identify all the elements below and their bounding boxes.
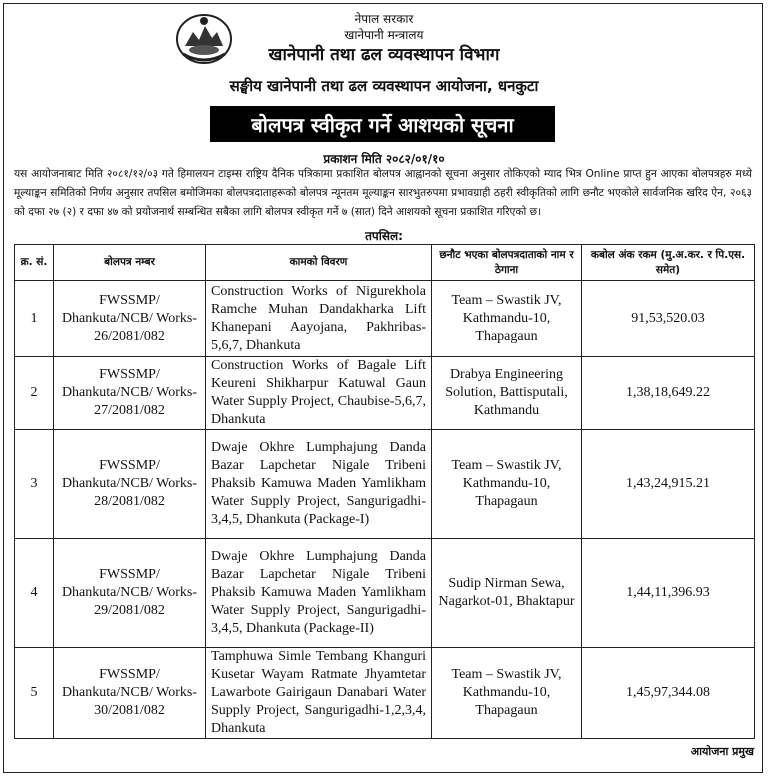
table-header-row bbox=[15, 245, 755, 281]
cell-bidder: Team – Swastik JV, Kathmandu-10, Thapagaun bbox=[432, 281, 582, 357]
cell-bid-no: FWSSMP/ Dhankuta/NCB/ Works-28/2081/082 bbox=[54, 430, 206, 539]
notice-title: बोलपत्र स्वीकृत गर्ने आशयको सूचना bbox=[210, 106, 555, 142]
cell-sn: 3 bbox=[15, 430, 54, 539]
col-header-work: कामको विवरण bbox=[206, 245, 432, 281]
cell-work: Dwaje Okhre Lumphajung Danda Bazar Lapchetar Nigale Tribeni Phaksib Kamuwa Maden Yamlikham Water Supply Project, Sangurigadhi-3,4,5, Dhankuta (Package-I) bbox=[206, 430, 432, 539]
cell-bid-no: FWSSMP/ Dhankuta/NCB/ Works-30/2081/082 bbox=[54, 648, 206, 739]
cell-bidder: Team – Swastik JV, Kathmandu-10, Thapagaun bbox=[432, 430, 582, 539]
table-row bbox=[15, 539, 755, 648]
government-name: नेपाल सरकार bbox=[354, 12, 414, 26]
cell-sn: 4 bbox=[15, 539, 54, 648]
project-name: सङ्घीय खानेपानी तथा ढल व्यवस्थापन आयोजना, धनकुटा bbox=[229, 77, 539, 95]
table-row bbox=[15, 430, 755, 539]
signatory-title: आयोजना प्रमुख bbox=[690, 745, 754, 758]
cell-amount: 1,45,97,344.08 bbox=[582, 648, 755, 739]
cell-work: Tamphuwa Simle Tembang Khanguri Kusetar Wayam Ratmate Jhyamtetar Lawarbote Gairigaun Danabari Water Supply Project, Sangurigadhi-1,2,3,4, Dhankuta bbox=[206, 648, 432, 739]
publication-date: प्रकाशन मिति २०८२/०१/१० bbox=[323, 152, 445, 166]
cell-bid-no: FWSSMP/ Dhankuta/NCB/ Works-27/2081/082 bbox=[54, 357, 206, 430]
notice-body: यस आयोजनाबाट मिति २०८१/१२/०३ गते हिमालयन टाइम्स राष्ट्रिय दैनिक पत्रिकामा प्रकाशित बोलपत्र आह्वानको सूचना अनुसार तोकिएको म्याद भित्र Online प्राप्त हुन आएका बोलपत्रहरु मध्ये मूल्याङ्कन समितिको निर्णय अनुसार तपसिल बमोजिमका बोलपत्रदाताहरूको बोलपत्र न्यूनतम मूल्याङ्कन सारभुतरुपमा प्रभावग्राही ठहरी स्वीकृतिको लागि छनौट भएकोले सार्वजनिक खरिद ऐन, २०६३ को दफा २७ (२) र दफा ४७ को प्रयोजनार्थ सम्बन्धित सबैका लागि बोलपत्र स्वीकृत गर्ने ७ (सात) दिने आशयको सूचना प्रकाशित गरिएको छ। bbox=[14, 168, 752, 218]
schedule-label: तपसिल: bbox=[365, 229, 403, 243]
cell-work: Construction Works of Bagale Lift Keureni Shikharpur Katuwal Gaun Water Supply Project, Chaubise-5,6,7, Dhankuta bbox=[206, 357, 432, 430]
award-table bbox=[14, 244, 755, 739]
cell-bidder: Team – Swastik JV, Kathmandu-10, Thapagaun bbox=[432, 648, 582, 739]
col-header-bid-no: बोलपत्र नम्बर bbox=[54, 245, 206, 281]
table-row bbox=[15, 281, 755, 357]
cell-sn: 2 bbox=[15, 357, 54, 430]
cell-bidder: Drabya Engineering Solution, Battisputali, Kathmandu bbox=[432, 357, 582, 430]
cell-amount: 1,44,11,396.93 bbox=[582, 539, 755, 648]
cell-work: Dwaje Okhre Lumphajung Danda Bazar Lapchetar Nigale Tribeni Phaksib Kamuwa Maden Yamlikham Water Supply Project, Sangurigadhi-3,4,5, Dhankuta (Package-II) bbox=[206, 539, 432, 648]
cell-amount: 91,53,520.03 bbox=[582, 281, 755, 357]
cell-bidder: Sudip Nirman Sewa, Nagarkot-01, Bhaktapur bbox=[432, 539, 582, 648]
cell-bid-no: FWSSMP/ Dhankuta/NCB/ Works-29/2081/082 bbox=[54, 539, 206, 648]
cell-work: Construction Works of Nigurekhola Ramche Muhan Dandakharka Lift Khanepani Aayojana, Pakhribas-5,6,7, Dhankuta bbox=[206, 281, 432, 357]
department-name: खानेपानी तथा ढल व्यवस्थापन विभाग bbox=[268, 45, 500, 65]
cell-amount: 1,43,24,915.21 bbox=[582, 430, 755, 539]
cell-sn: 5 bbox=[15, 648, 54, 739]
cell-sn: 1 bbox=[15, 281, 54, 357]
cell-amount: 1,38,18,649.22 bbox=[582, 357, 755, 430]
cell-bid-no: FWSSMP/ Dhankuta/NCB/ Works-26/2081/082 bbox=[54, 281, 206, 357]
table-row bbox=[15, 648, 755, 739]
table-row bbox=[15, 357, 755, 430]
ministry-name: खानेपानी मन्त्रालय bbox=[344, 28, 424, 42]
col-header-bidder: छनौट भएका बोलपत्रदाताको नाम र ठेगाना bbox=[432, 245, 582, 281]
col-header-sn: क्र. सं. bbox=[15, 245, 54, 281]
col-header-amount: कबोल अंक रकम (मु.अ.कर. र पि.एस. समेत) bbox=[582, 245, 755, 281]
